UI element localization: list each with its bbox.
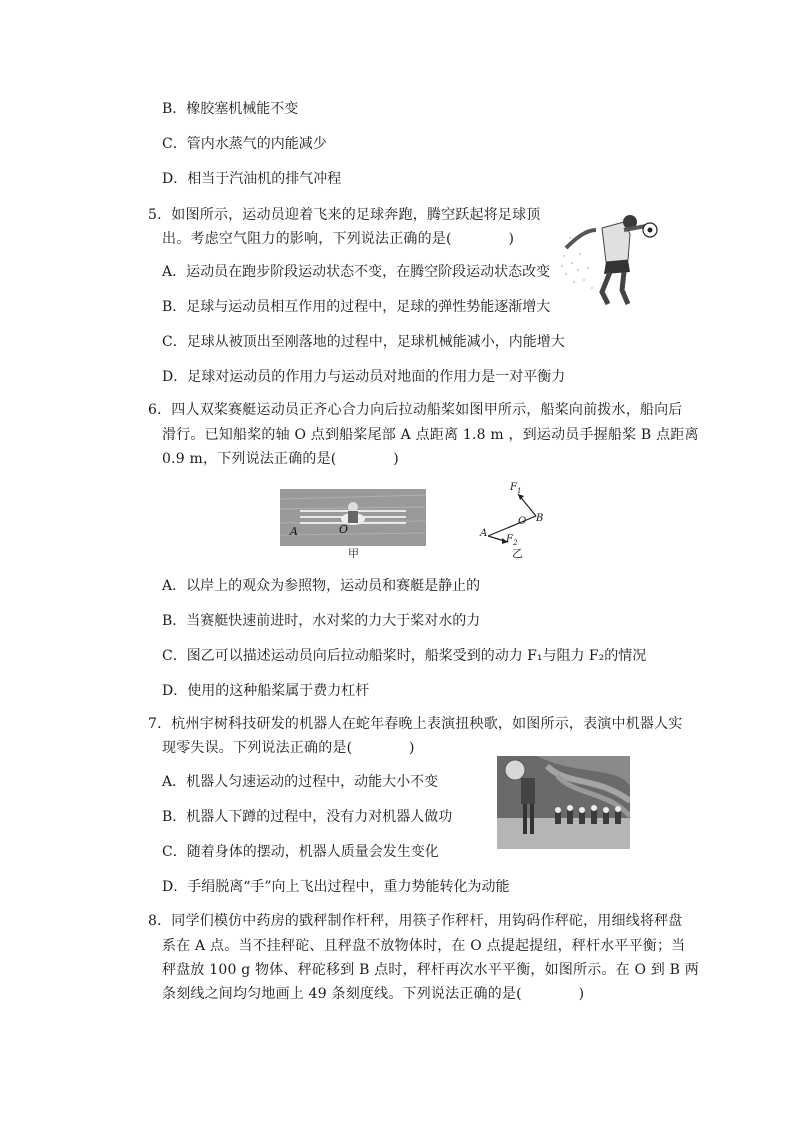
q7-option-b: B．机器人下蹲的过程中，没有力对机器人做功 xyxy=(162,809,453,825)
q6-stem-line2: 滑行。已知船桨的轴 O 点到船桨尾部 A 点距离 1.8 m ，到运动员手握船桨 B 点距离 xyxy=(162,427,699,443)
q5-option-d: D．足球对运动员的作用力与运动员对地面的作用力是一对平衡力 xyxy=(162,369,566,385)
q8-stem-line1: 8．同学们模仿中药房的戥秤制作杆秤，用筷子作秤杆，用钩码作秤砣，用细线将秤盘 xyxy=(148,913,683,929)
diagram-o-label: O xyxy=(518,516,527,527)
q7-option-d: D．手绢脱离“手”向上飞出过程中，重力势能转化为动能 xyxy=(162,879,510,895)
q5-stem-line1: 5．如图所示，运动员迎着飞来的足球奔跑，腾空跃起将足球顶 xyxy=(148,207,541,223)
q8-stem-line2: 系在 A 点。当不挂秤砣、且秤盘不放物体时，在 O 点提起提纽，秤杆水平平衡；当 xyxy=(162,938,686,954)
diagram-caption: 乙 xyxy=(512,547,523,560)
q4-option-b: B．橡胶塞机械能不变 xyxy=(162,101,299,117)
photo-label-a: A xyxy=(290,525,298,538)
diagram-f2-label: $F_2$ xyxy=(506,534,518,547)
q5-stem-line2: 出。考虑空气阻力的影响，下列说法正确的是( ) xyxy=(162,231,515,247)
q6-option-c: C．图乙可以描述运动员向后拉动船桨时，船桨受到的动力 F₁与阻力 F₂的情况 xyxy=(162,648,647,664)
photo-label-o: O xyxy=(339,523,349,536)
q7-option-a: A．机器人匀速运动的过程中，动能大小不变 xyxy=(162,774,439,790)
q7-stem-line1: 7．杭州宇树科技研发的机器人在蛇年春晚上表演扭秧歌，如图所示，表演中机器人实 xyxy=(148,716,683,732)
diagram-a-label: A xyxy=(480,528,488,539)
q5-option-c: C．足球从被顶出至刚落地的过程中，足球机械能减小，内能增大 xyxy=(162,334,565,350)
q6-option-d: D．使用的这种船桨属于费力杠杆 xyxy=(162,683,370,699)
q8-stem-line3: 秤盘放 100 g 物体、秤砣移到 B 点时，秤杆再次水平平衡，如图所示。在 O 到 B 两 xyxy=(162,962,699,978)
photo-caption: 甲 xyxy=(348,547,359,560)
q8-stem-line4: 条刻线之间均匀地画上 49 条刻度线。下列说法正确的是( ) xyxy=(162,986,585,1002)
q6-option-a: A．以岸上的观众为参照物，运动员和赛艇是静止的 xyxy=(162,578,481,594)
diagram-f1-label: $F_1$ xyxy=(510,482,522,495)
q4-option-c: C．管内水蒸气的内能减少 xyxy=(162,136,327,152)
q6-stem-line3: 0.9 m，下列说法正确的是( ) xyxy=(162,451,399,467)
q5-option-b: B．足球与运动员相互作用的过程中，足球的弹性势能逐渐增大 xyxy=(162,299,551,315)
diagram-b-label: B xyxy=(536,513,544,524)
q4-option-d: D．相当于汽油机的排气冲程 xyxy=(162,171,342,187)
q6-stem-line1: 6．四人双桨赛艇运动员正齐心合力向后拉动船桨如图甲所示，船桨向前拨水，船向后 xyxy=(148,402,683,418)
rowing-photo xyxy=(280,489,426,546)
q5-option-a: A．运动员在跑步阶段运动状态不变，在腾空阶段运动状态改变 xyxy=(162,264,551,280)
robot-performance-photo xyxy=(497,756,630,849)
soccer-player-image xyxy=(558,208,660,312)
q7-stem-line2: 现零失误。下列说法正确的是( ) xyxy=(162,740,415,756)
q7-option-c: C．随着身体的摆动，机器人质量会发生变化 xyxy=(162,844,439,860)
q6-option-b: B．当赛艇快速前进时，水对桨的力大于桨对水的力 xyxy=(162,613,481,629)
